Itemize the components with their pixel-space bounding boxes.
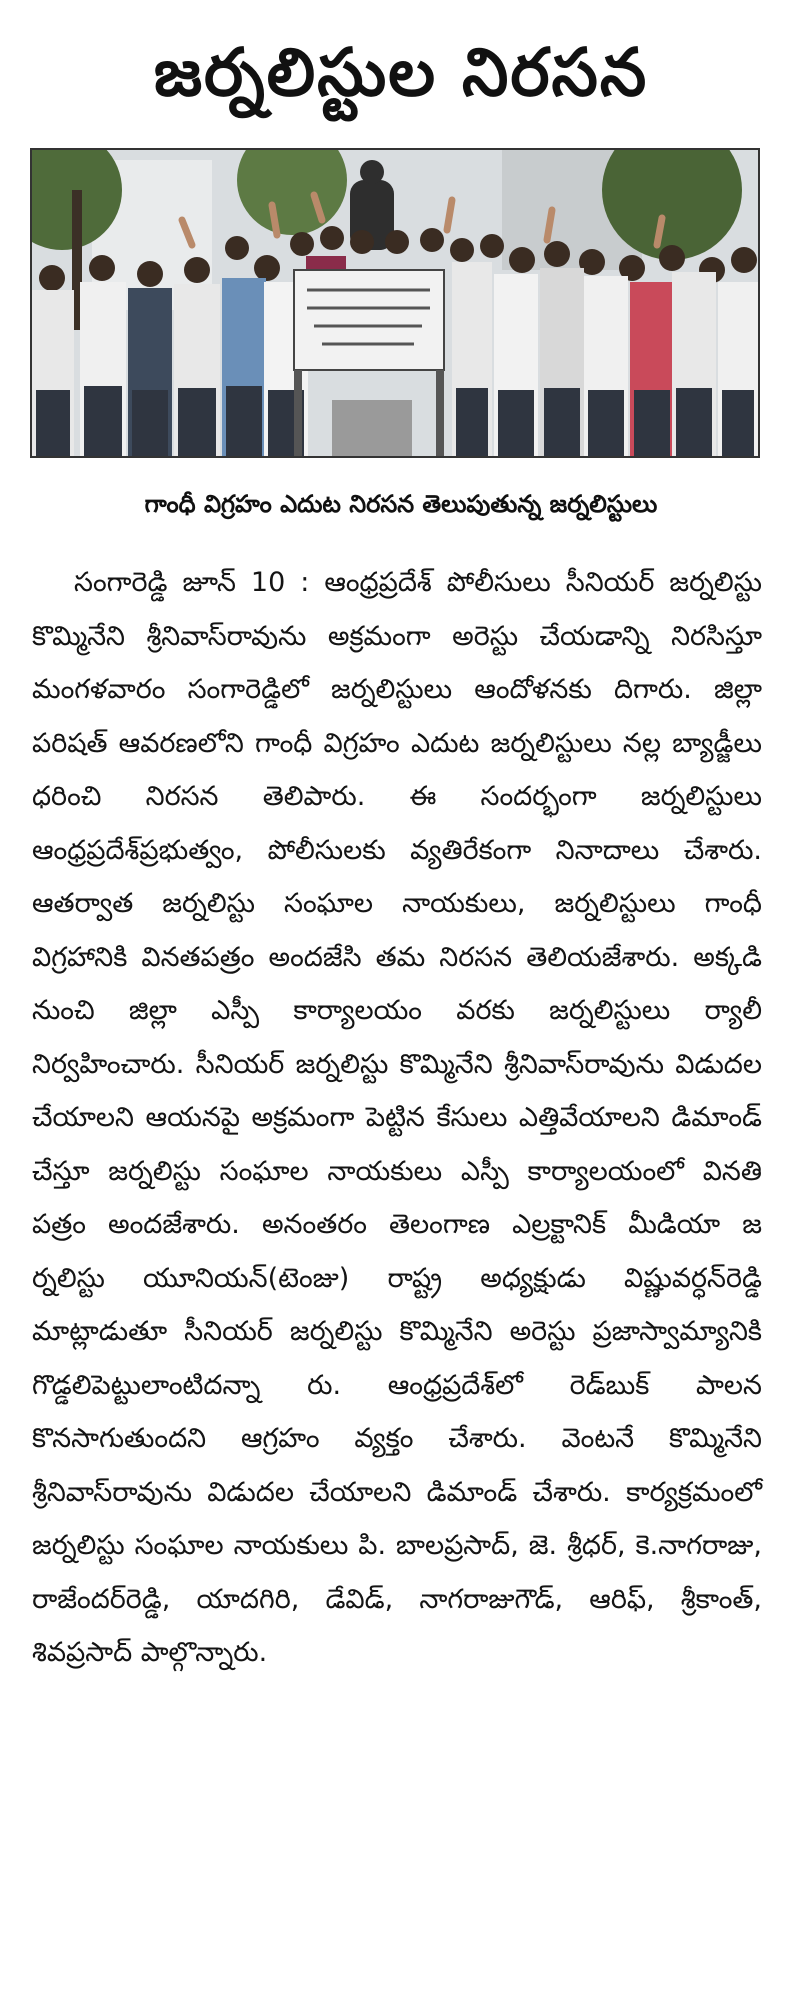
- photo-statue-pedestal: [332, 400, 412, 456]
- photo-banner-pole-left: [294, 370, 302, 456]
- headline: జర్నలిస్టుల నిరసన: [153, 34, 649, 111]
- newspaper-clipping: [22, 0, 780, 2013]
- article-body: సంగారెడ్డి జూన్ 10 : ఆంధ్రప్రదేశ్ పోలీసులు సీనియర్ జర్నలిస్టు కొమ్మినేని శ్రీనివాస్‌రావును అక్రమంగా అరెస్టు చేయడాన్ని నిరసిస్తూ మంగళవారం సంగారెడ్డిలో జర్నలిస్టులు ఆందోళనకు దిగారు. జిల్లా పరిషత్ ఆవరణలోని గాంధీ విగ్రహం ఎదుట జర్నలిస్టులు నల్ల బ్యాడ్జీలు ధరించి నిరసన తెలిపారు. ఈ సందర్భంగా జర్నలిస్టులు ఆంధ్రప్రదేశ్‌ప్రభుత్వం, పోలీసులకు వ్యతిరేకంగా నినాదాలు చేశారు. ఆతర్వాత జర్నలిస్టు సంఘాల నాయకులు, జర్నలిస్టులు గాంధీ విగ్రహానికి వినతపత్రం అందజేసి తమ నిరసన తెలియజేశారు. అక్కడి నుంచి జిల్లా ఎస్పీ కార్యాలయం వరకు జర్నలిస్టులు ర్యాలీ నిర్వహించారు. సీనియర్ జర్నలిస్టు కొమ్మినేని శ్రీనివాస్‌రావును విడుదల చేయాలని ఆయనపై అక్రమంగా పెట్టిన కేసులు ఎత్తివేయాలని డిమాండ్ చేస్తూ జర్నలిస్టు సంఘాల నాయకులు ఎస్పీ కార్యాలయంలో వినతి పత్రం అందజేశారు. అనంతరం తెలంగాణ ఎల్రక్టానిక్ మీడియా జ ర్నలిస్టు యూనియన్(టెంజు) రాష్ట్ర అధ్యక్షుడు విష్ణువర్ధన్‌రెడ్డి మాట్లాడుతూ సీనియర్ జర్నలిస్టు కొమ్మినేని అరెస్టు ప్రజాస్వామ్యానికి గొడ్డలిపెట్టులాంటిదన్నా రు. ఆంధ్రప్రదేశ్‌లో రెడ్‌బుక్ పాలన కొనసాగుతుందని ఆగ్రహం వ్యక్తం చేశారు. వెంటనే కొమ్మినేని శ్రీనివాస్‌రావును విడుదల చేయాలని డిమాండ్ చేశారు. కార్యక్రమంలో జర్నలిస్టు సంఘాల నాయకులు పి. బాలప్రసాద్, జె. శ్రీధర్, కె.నాగరాజు, రాజేందర్‌రెడ్డి, యాదగిరి, డేవిడ్, నాగరాజుగౌడ్, ఆరిఫ్, శ్రీకాంత్, శివప్రసాద్ పాల్గొన్నారు.: [32, 567, 762, 1668]
- photo-protest-banner: [294, 270, 444, 370]
- photo-banner-pole-right: [436, 370, 444, 456]
- photo-statue-head: [360, 160, 384, 184]
- photo-caption: గాంధీ విగ్రహం ఎదుట నిరసన తెలుపుతున్న జర్నలిస్టులు: [144, 490, 658, 518]
- protest-photo: [30, 148, 760, 458]
- protest-photo-illustration: [32, 150, 758, 456]
